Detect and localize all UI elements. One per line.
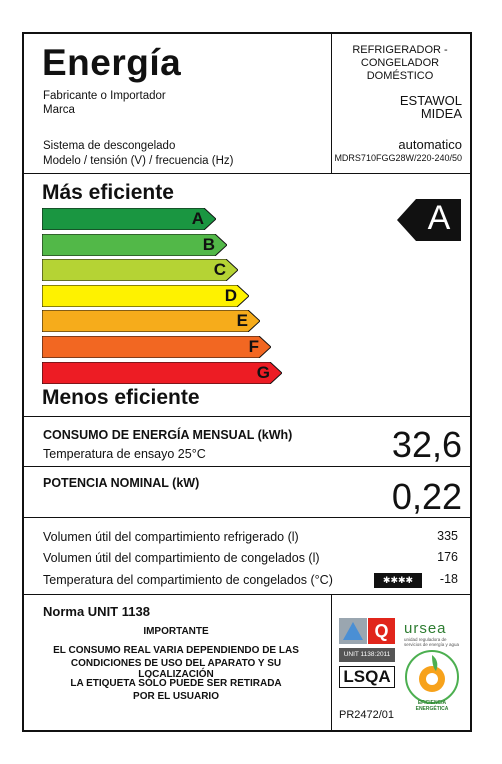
model-label: Modelo / tensión (V) / frecuencia (Hz) bbox=[43, 155, 234, 167]
product-type-line: DOMÉSTICO bbox=[366, 70, 434, 82]
consumption-label: CONSUMO DE ENERGÍA MENSUAL (kWh) bbox=[43, 428, 293, 442]
power-value: 0,22 bbox=[391, 476, 462, 517]
page-title: Energía bbox=[42, 42, 182, 83]
notice-line: EL CONSUMO REAL VARIA DEPENDIENDO DE LAS bbox=[53, 645, 299, 656]
test-temperature-label: Temperatura de ensayo 25°C bbox=[43, 447, 206, 461]
efficiency-bar-b bbox=[42, 234, 227, 256]
brand-value: MIDEA bbox=[420, 106, 462, 121]
efficiency-bar-letter: E bbox=[236, 311, 248, 331]
efficiency-bar-letter: B bbox=[202, 234, 215, 254]
norm-label: Norma UNIT 1138 bbox=[43, 604, 150, 619]
power-label: POTENCIA NOMINAL (kW) bbox=[43, 476, 200, 490]
notice-line: POR EL USUARIO bbox=[133, 691, 219, 702]
model-value: MDRS710FGG28W/220-240/50 bbox=[334, 153, 462, 163]
efficiency-bar-letter: C bbox=[213, 260, 226, 280]
efficiency-bar-c bbox=[42, 259, 238, 281]
ursea-subtitle: unidad reguladora de servicios de energía y agua bbox=[404, 637, 460, 647]
lsqa-logo bbox=[339, 618, 395, 702]
energy-efficiency-seal-icon bbox=[404, 649, 460, 705]
defrost-value: automatico bbox=[398, 137, 462, 152]
manufacturer-label: Fabricante o Importador bbox=[43, 90, 166, 102]
divider bbox=[22, 517, 472, 518]
ursea-text: ursea bbox=[404, 620, 447, 637]
freezer-temperature-value: -18 bbox=[439, 572, 458, 586]
most-efficient-label: Más eficiente bbox=[42, 181, 174, 204]
lsqa-text: LSQA bbox=[339, 666, 395, 688]
label-code: PR2472/01 bbox=[339, 709, 395, 721]
efficiency-bar-a bbox=[42, 208, 216, 230]
notice-line: CONDICIONES DE USO DEL APARATO Y SU LOCALIZACIÓN bbox=[70, 658, 282, 680]
star-rating-icon: ✱✱✱✱ bbox=[374, 573, 422, 588]
lsqa-q-icon: Q bbox=[368, 618, 395, 644]
manufacturer-value: ESTAWOL bbox=[399, 93, 462, 108]
freezer-volume-label: Volumen útil del compartimiento de congelados (l) bbox=[43, 551, 320, 565]
freezer-temperature-label: Temperatura del compartimiento de congelados (°C) bbox=[43, 573, 333, 587]
lsqa-triangle-icon bbox=[339, 618, 367, 644]
efficiency-bar-letter: A bbox=[191, 209, 204, 228]
divider bbox=[22, 173, 472, 174]
footer-divider bbox=[331, 594, 332, 732]
efficiency-bar-letter: F bbox=[248, 337, 259, 356]
divider bbox=[22, 416, 472, 417]
rating-letter: A bbox=[427, 199, 451, 237]
efficiency-seal-text: EFICIENCIA ENERGÉTICA bbox=[415, 700, 449, 712]
brand-label: Marca bbox=[43, 104, 75, 116]
divider bbox=[22, 594, 472, 595]
fridge-volume-label: Volumen útil del compartimiento refrigerado (l) bbox=[43, 530, 299, 544]
product-type bbox=[335, 44, 465, 83]
efficiency-bar-g bbox=[42, 362, 282, 384]
least-efficient-label: Menos eficiente bbox=[42, 386, 200, 409]
notice-line: LA ETIQUETA SÓLO PUEDE SER RETIRADA bbox=[70, 678, 282, 689]
efficiency-bar-e bbox=[42, 310, 260, 332]
fridge-volume-value: 335 bbox=[437, 529, 458, 543]
freezer-volume-value: 176 bbox=[437, 550, 458, 564]
defrost-label: Sistema de descongelado bbox=[43, 140, 176, 152]
efficiency-bar-letter: G bbox=[256, 362, 270, 382]
efficiency-bar-d bbox=[42, 285, 249, 307]
efficiency-bar-letter: D bbox=[224, 285, 237, 305]
product-type-line: CONGELADOR bbox=[360, 57, 440, 69]
ursea-logo bbox=[404, 620, 460, 647]
product-type-line: REFRIGERADOR - bbox=[352, 44, 448, 56]
header-divider bbox=[331, 32, 332, 174]
important-heading: IMPORTANTE bbox=[143, 626, 209, 637]
unit-standard-text: UNIT 1138:2011 bbox=[339, 648, 395, 662]
consumption-value: 32,6 bbox=[391, 424, 462, 465]
divider bbox=[22, 466, 472, 467]
efficiency-bar-f bbox=[42, 336, 271, 358]
